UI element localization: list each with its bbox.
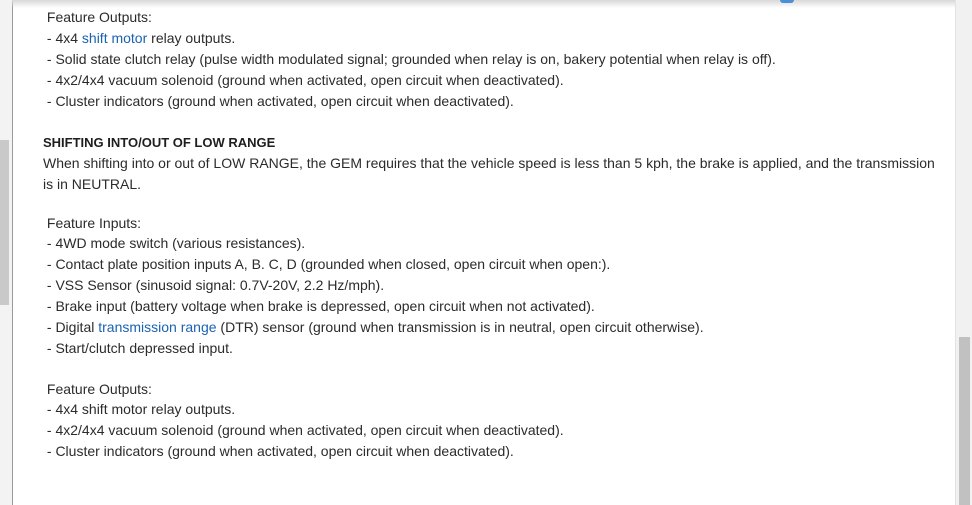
list-item-text: - Contact plate position inputs A, B. C, D (grounded when closed, open circuit when open:). [46, 256, 611, 272]
feature-inputs-title [43, 213, 943, 234]
list-item-text: - 4WD mode switch (various resistances). [46, 235, 306, 251]
list-item-text: - VSS Sensor (sinusoid signal: 0.7V-20V, 2.2 Hz/mph). [46, 277, 385, 293]
feature-outputs-title [43, 7, 943, 28]
list-item [43, 275, 943, 296]
feature-outputs-title [43, 379, 943, 400]
list-item-text: - Start/clutch depressed input. [46, 340, 233, 356]
list-item [43, 317, 943, 338]
low-range-paragraph: When shifting into or out of LOW RANGE, the GEM requires that the vehicle speed is less than 5 kph, the brake is applied, and the transmission is in NEUTRAL. [43, 155, 935, 192]
shift-motor-link[interactable]: shift motor [81, 30, 148, 46]
scrollbar-thumb[interactable] [959, 337, 970, 505]
list-item [43, 338, 943, 359]
list-item-text: - Cluster indicators (ground when activated, open circuit when deactivated). [46, 443, 514, 459]
list-item [43, 70, 943, 91]
list-item-text: - 4x2/4x4 vacuum solenoid (ground when activated, open circuit when deactivated). [46, 72, 564, 88]
list-item [43, 441, 943, 462]
list-item [43, 233, 943, 254]
list-item [43, 296, 943, 317]
vertical-scrollbar[interactable] [955, 0, 972, 505]
transmission-range-link[interactable]: transmission range [98, 319, 217, 335]
list-item-suffix: relay outputs. [147, 30, 236, 46]
list-item [43, 49, 943, 70]
list-item-text: - Brake input (battery voltage when brake is depressed, open circuit when not activated). [46, 298, 595, 314]
toolbar-button-edge[interactable] [780, 0, 794, 3]
list-item [43, 254, 943, 275]
low-range-heading: SHIFTING INTO/OUT OF LOW RANGE [43, 135, 276, 150]
list-item [43, 28, 943, 49]
list-item-text: - Cluster indicators (ground when activated, open circuit when deactivated). [46, 93, 514, 109]
left-gutter [0, 0, 12, 505]
feature-inputs-title-text: Feature Inputs: [46, 215, 142, 231]
list-item [43, 420, 943, 441]
list-item [43, 91, 943, 112]
list-item-text: - 4x2/4x4 vacuum solenoid (ground when activated, open circuit when deactivated). [46, 422, 564, 438]
list-item [43, 399, 943, 420]
list-item-prefix: - 4x4 [46, 30, 82, 46]
left-gutter-marker [0, 140, 9, 305]
list-item-text: - 4x4 shift motor relay outputs. [46, 401, 236, 417]
feature-outputs-title-text: Feature Outputs: [46, 9, 152, 25]
list-item-prefix: - Digital [46, 319, 99, 335]
list-item-suffix: (DTR) sensor (ground when transmission is in neutral, open circuit otherwise). [216, 319, 704, 335]
feature-outputs-title-text: Feature Outputs: [46, 381, 152, 397]
list-item-text: - Solid state clutch relay (pulse width modulated signal; grounded when relay is on, bakery potential when relay is off). [46, 51, 776, 67]
